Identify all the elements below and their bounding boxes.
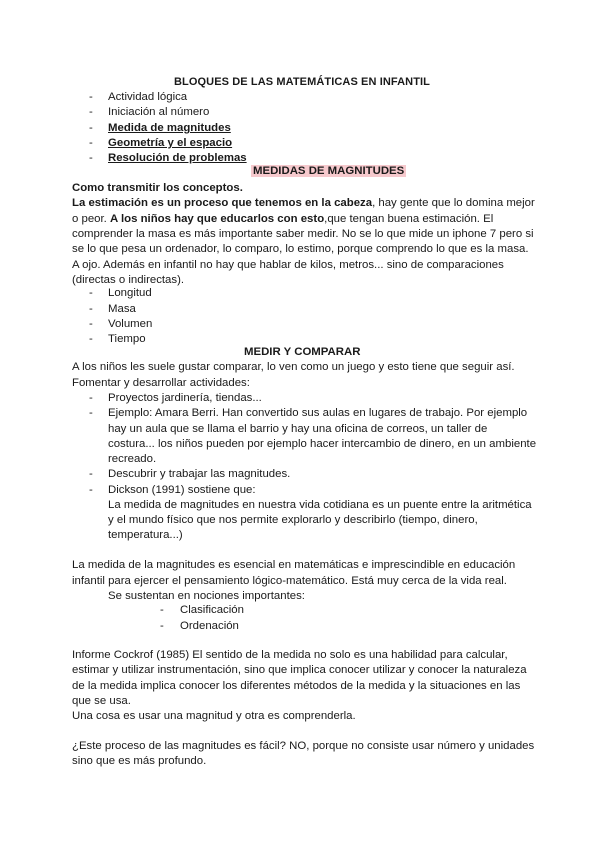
list-item: Volumen: [108, 318, 153, 330]
list-item: Tiempo: [108, 333, 146, 345]
paragraph-line: A ojo. Además en infantil no hay que hablar de kilos, metros... sino de comparaciones: [72, 259, 504, 271]
bold-phrase: A los niños hay que educarlos con esto: [110, 213, 325, 225]
section-heading-medidas: [251, 164, 406, 179]
list-bullet: -: [89, 287, 93, 299]
list-bullet: -: [89, 392, 93, 404]
list-item: Dickson (1991) sostiene que:: [108, 484, 256, 496]
paragraph-line: A los niños les suele gustar comparar, lo ven como un juego y esto tiene que seguir así.: [72, 361, 515, 373]
text-run: , hay gente que lo domina mejor: [372, 197, 535, 209]
list-bullet: -: [89, 484, 93, 496]
paragraph-line: estimar y utilizar instrumentación, sino que implica conocer utilizar y conocer la naturaleza: [72, 664, 527, 676]
list-bullet: -: [89, 91, 93, 103]
list-item: Clasificación: [180, 604, 244, 616]
list-item-continued: costura... los niños pueden por ejemplo hacer intercambio de dinero, en un ambiente: [108, 438, 537, 450]
paragraph-line: infantil para ejercer el pensamiento lógico-matemático. Está muy cerca de la vida real.: [72, 575, 507, 587]
list-bullet: -: [89, 318, 93, 330]
list-item: Ejemplo: Amara Berri. Han convertido sus aulas en lugares de trabajo. Por ejemplo: [108, 407, 528, 419]
list-item-continued: La medida de magnitudes en nuestra vida cotidiana es un puente entre la aritmética: [108, 499, 532, 511]
list-item: Actividad lógica: [108, 91, 188, 103]
paragraph-line: comprender la masa es más importante saber medir. No se lo que mide un iphone 7 pero si: [72, 228, 534, 240]
list-item: Proyectos jardinería, tiendas...: [108, 392, 262, 404]
list-item-continued: recreado.: [108, 453, 157, 465]
paragraph-line: que se usa.: [72, 695, 131, 707]
section-heading-medir: MEDIR Y COMPARAR: [244, 346, 361, 358]
list-item-continued: temperatura...): [108, 529, 183, 541]
list-item: Iniciación al número: [108, 106, 210, 118]
page-title: BLOQUES DE LAS MATEMÁTICAS EN INFANTIL: [174, 76, 430, 88]
list-item: Ordenación: [180, 620, 239, 632]
list-item: Masa: [108, 303, 136, 315]
paragraph-line: (directas o indirectas).: [72, 274, 185, 286]
paragraph-line: ¿Este proceso de las magnitudes es fácil? NO, porque no consiste usar número y unidades: [72, 740, 535, 752]
paragraph-line: [72, 212, 493, 227]
list-bullet: -: [89, 152, 93, 164]
paragraph-line: Informe Cockrof (1985) El sentido de la medida no solo es una habilidad para calcular,: [72, 649, 508, 661]
list-bullet: -: [89, 106, 93, 118]
paragraph-line: Fomentar y desarrollar actividades:: [72, 377, 250, 389]
subheading: Como transmitir los conceptos.: [72, 182, 243, 194]
paragraph-line: se lo que pesa un ordenador, lo comparo, lo estimo, porque comprendo lo que es la masa.: [72, 243, 529, 255]
list-item: Resolución de problemas: [108, 152, 247, 164]
list-bullet: -: [89, 137, 93, 149]
list-bullet: -: [89, 407, 93, 419]
list-item: Longitud: [108, 287, 152, 299]
list-item: Descubrir y trabajar las magnitudes.: [108, 468, 291, 480]
text-run: o peor.: [72, 213, 110, 225]
paragraph-line: de la medida implica conocer los diferentes métodos de la medida y la situaciones en las: [72, 680, 521, 692]
paragraph-line: [72, 196, 535, 211]
list-bullet: -: [89, 333, 93, 345]
paragraph-line: Una cosa es usar una magnitud y otra es comprenderla.: [72, 710, 356, 722]
list-bullet: -: [160, 620, 164, 632]
highlighted-heading: MEDIDAS DE MAGNITUDES: [253, 165, 405, 177]
paragraph-line: Se sustentan en nociones importantes:: [108, 590, 305, 602]
list-item-continued: y el mundo físico que nos permite explorarlo y describirlo (tiempo, dinero,: [108, 514, 478, 526]
list-bullet: -: [89, 303, 93, 315]
paragraph-line: La medida de la magnitudes es esencial en matemáticas e imprescindible en educación: [72, 559, 516, 571]
list-bullet: -: [160, 604, 164, 616]
list-bullet: -: [89, 468, 93, 480]
text-run: ,que tengan buena estimación. El: [324, 213, 494, 225]
list-bullet: -: [89, 122, 93, 134]
list-item: Geometría y el espacio: [108, 137, 233, 149]
list-item-continued: hay un aula que se llama el barrio y hay una oficina de correos, un taller de: [108, 423, 488, 435]
paragraph-line: sino que es más profundo.: [72, 755, 207, 767]
list-item: Medida de magnitudes: [108, 122, 231, 134]
bold-phrase: La estimación es un proceso que tenemos en la cabeza: [72, 197, 373, 209]
